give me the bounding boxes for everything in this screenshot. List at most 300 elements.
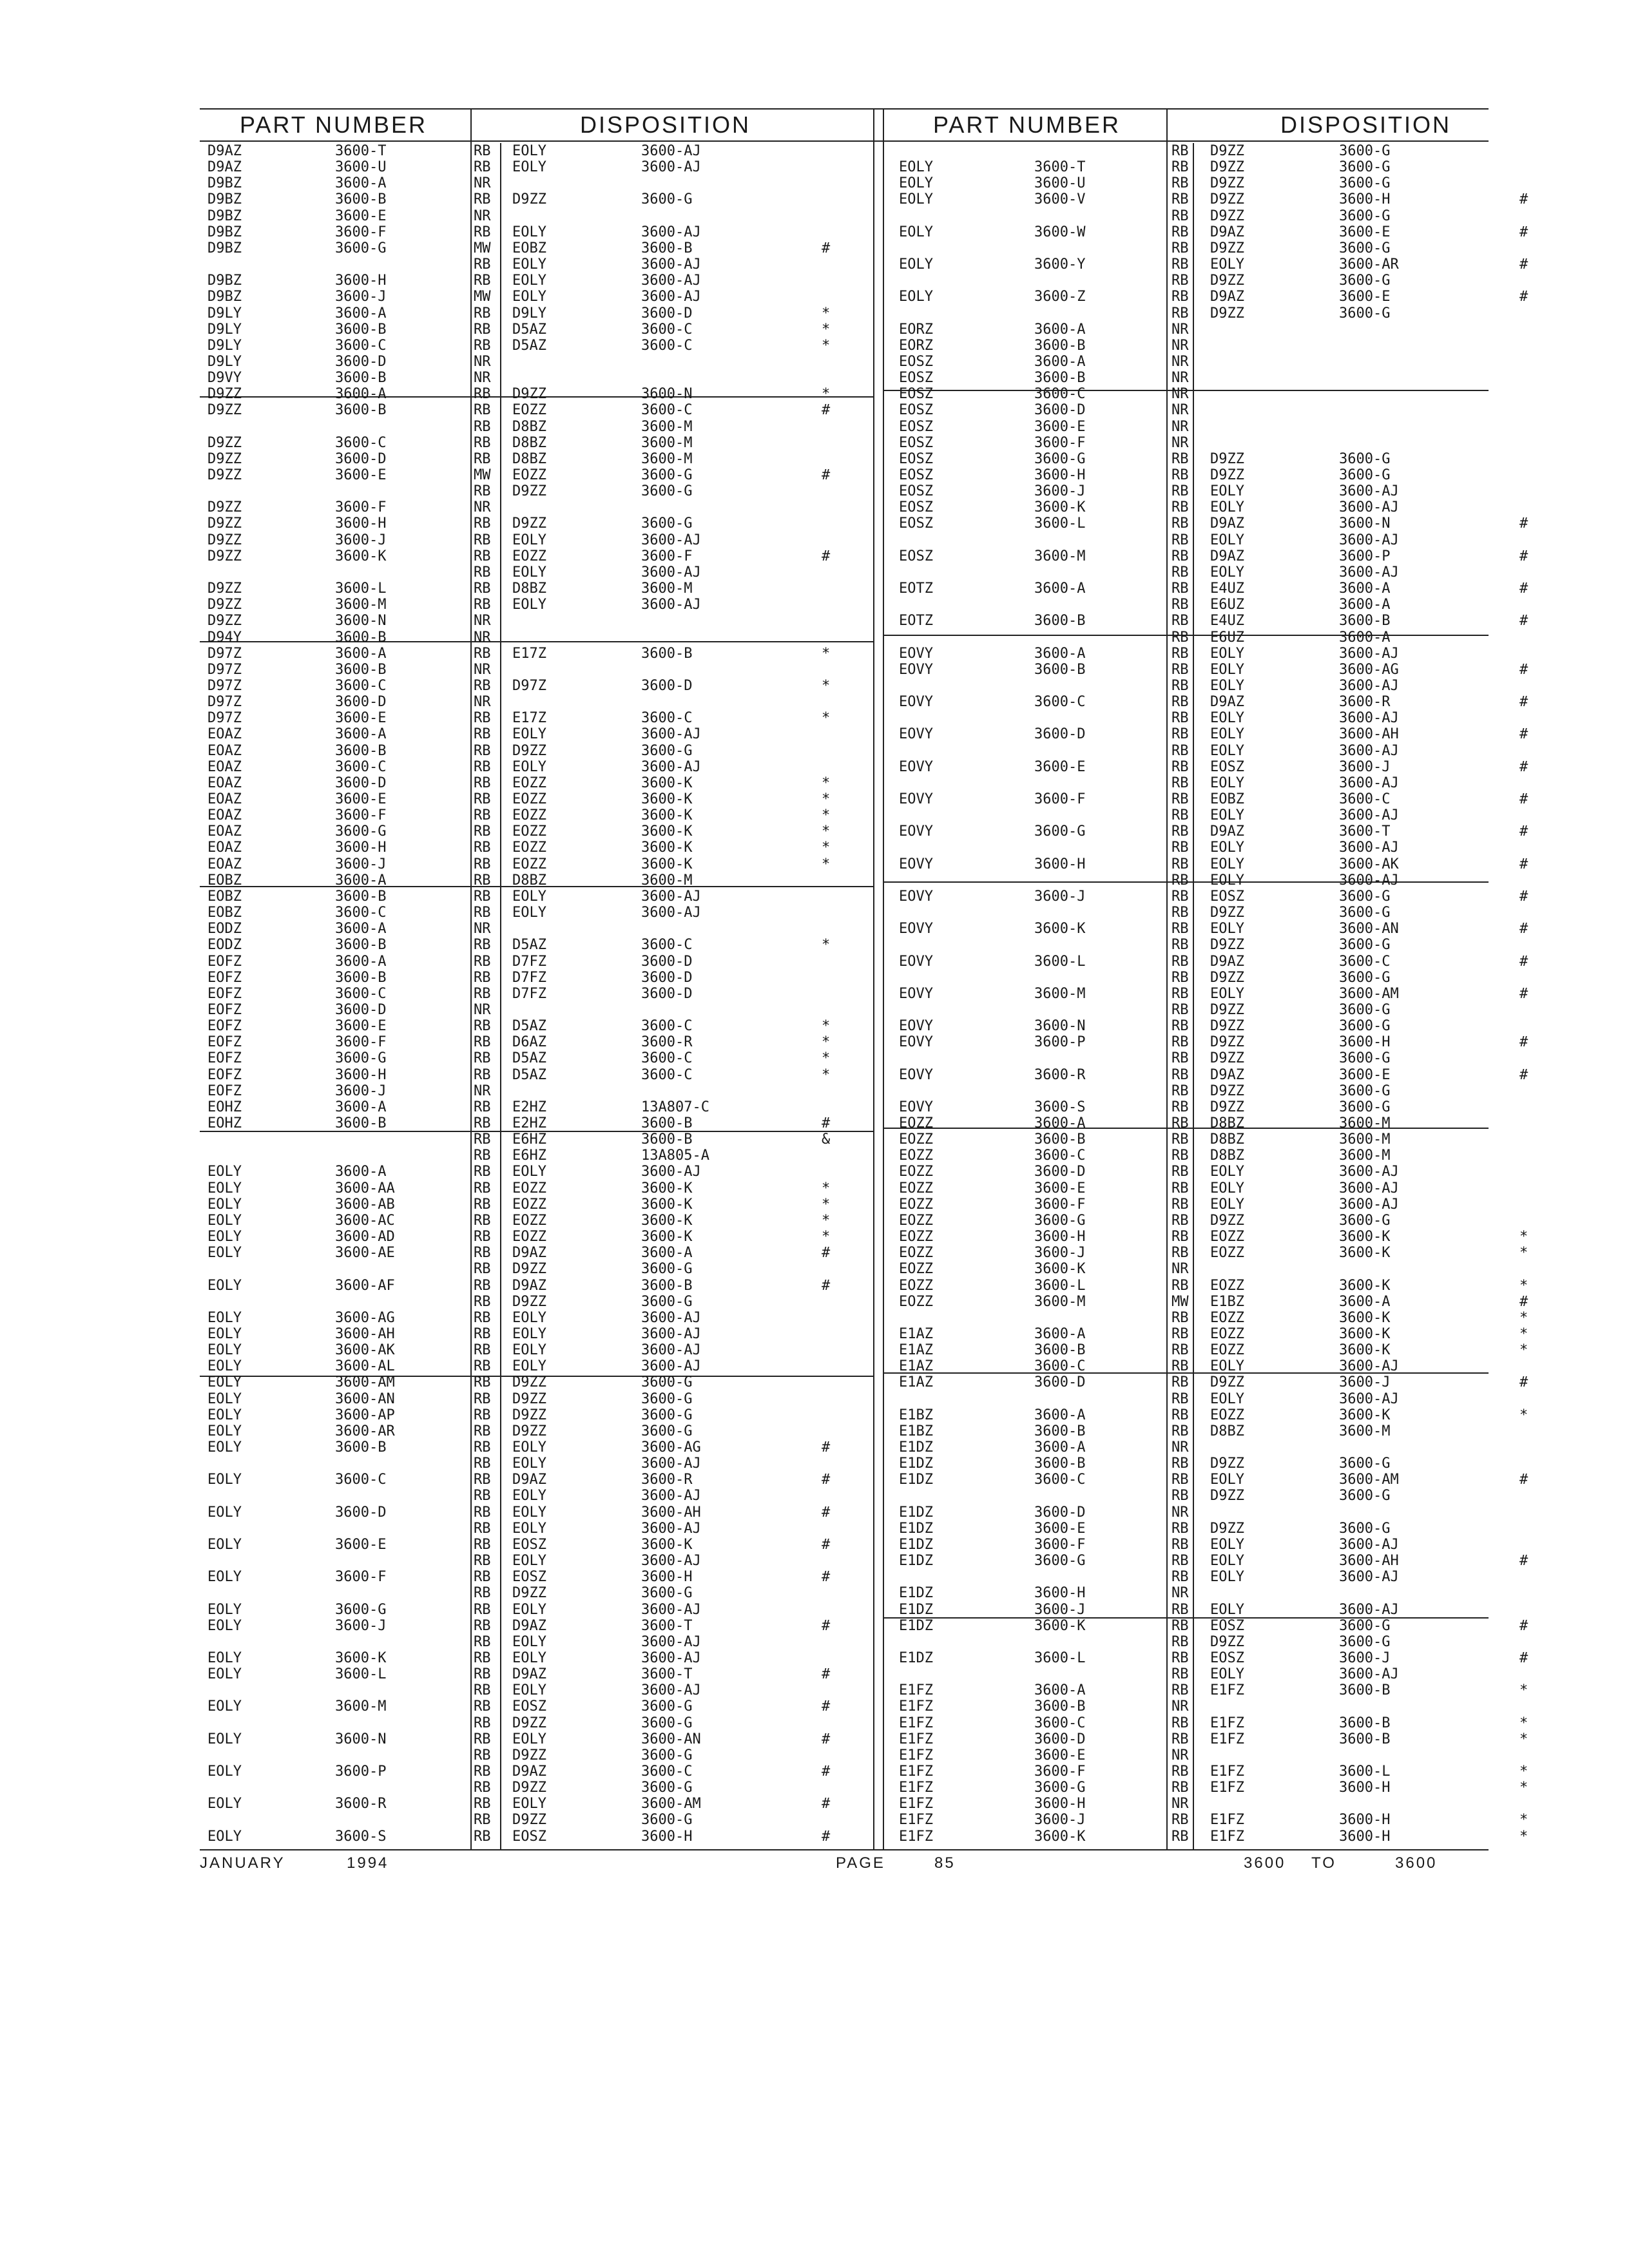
part-prefix: D9BZ: [207, 240, 242, 256]
replacement-prefix: D9ZZ: [1210, 1374, 1244, 1391]
part-prefix: D9AZ: [207, 159, 242, 176]
part-prefix: D9BZ: [207, 207, 242, 224]
part-suffix: 3600-AP: [335, 1407, 395, 1423]
replacement-suffix: 3600-AJ: [1339, 532, 1399, 548]
part-suffix: 3600-A: [335, 726, 387, 743]
part-suffix: 3600-A: [1034, 1439, 1086, 1456]
part-suffix: 3600-M: [1034, 548, 1086, 564]
part-prefix: E1DZ: [899, 1504, 933, 1521]
disposition-code: RB: [1171, 289, 1189, 305]
replacement-suffix: 3600-R: [641, 1034, 693, 1051]
replacement-suffix: 3600-A: [1339, 597, 1391, 613]
table-row: [0, 1342, 1629, 1358]
part-suffix: 3600-A: [335, 386, 387, 403]
replacement-suffix: 3600-G: [1339, 143, 1391, 159]
note-mark: *: [1519, 1342, 1528, 1359]
disposition-code: RB: [1171, 256, 1189, 273]
replacement-suffix: 3600-AJ: [641, 1488, 701, 1504]
disposition-code: NR: [1171, 386, 1189, 403]
part-suffix: 3600-D: [1034, 402, 1086, 419]
part-suffix: 3600-A: [1034, 1682, 1086, 1699]
part-suffix: 3600-K: [1034, 1617, 1086, 1634]
replacement-suffix: 3600-AM: [1339, 1472, 1399, 1488]
replacement-prefix: D97Z: [512, 677, 546, 694]
replacement-prefix: EOZZ: [512, 823, 546, 840]
disposition-code: RB: [1171, 515, 1189, 532]
note-mark: *: [822, 645, 831, 662]
table-row: [0, 1521, 1629, 1537]
replacement-prefix: D9AZ: [1210, 515, 1244, 532]
replacement-prefix: E1FZ: [1210, 1763, 1244, 1780]
part-prefix: D9ZZ: [207, 434, 242, 451]
note-mark: #: [1519, 256, 1528, 273]
replacement-prefix: D9ZZ: [512, 1812, 546, 1829]
replacement-suffix: 3600-AJ: [641, 289, 701, 305]
replacement-suffix: 3600-G: [641, 1390, 693, 1407]
note-mark: *: [822, 1196, 831, 1213]
replacement-suffix: 3600-AJ: [1339, 564, 1399, 581]
part-prefix: EODZ: [207, 921, 242, 937]
table-row: [0, 646, 1629, 662]
table-row: [0, 791, 1629, 807]
part-suffix: 3600-B: [335, 402, 387, 419]
replacement-prefix: EOBZ: [1210, 791, 1244, 807]
note-mark: #: [822, 1828, 831, 1845]
replacement-prefix: D9AZ: [512, 1277, 546, 1294]
part-suffix: 3600-B: [1034, 613, 1086, 629]
part-prefix: EOZZ: [899, 1131, 933, 1148]
disposition-code: RB: [474, 1617, 491, 1634]
replacement-prefix: EOLY: [512, 1325, 546, 1342]
replacement-suffix: 3600-G: [641, 1374, 693, 1391]
note-mark: #: [822, 1115, 831, 1131]
replacement-prefix: D8BZ: [1210, 1423, 1244, 1439]
replacement-suffix: 3600-J: [1339, 1649, 1391, 1666]
replacement-suffix: 3600-AJ: [641, 888, 701, 905]
disposition-code: RB: [474, 840, 491, 856]
replacement-prefix: D9ZZ: [512, 386, 546, 403]
replacement-prefix: D7FZ: [512, 953, 546, 970]
part-prefix: EOSZ: [899, 434, 933, 451]
part-prefix: D97Z: [207, 694, 242, 711]
note-mark: *: [822, 1034, 831, 1051]
disposition-code: RB: [1171, 305, 1189, 322]
replacement-prefix: EOLY: [1210, 1180, 1244, 1196]
part-suffix: 3600-G: [335, 240, 387, 256]
disposition-code: RB: [1171, 856, 1189, 872]
replacement-suffix: 3600-AK: [1339, 856, 1399, 872]
disposition-code: RB: [1171, 1666, 1189, 1683]
part-prefix: EOLY: [207, 1164, 242, 1180]
replacement-suffix: 3600-H: [1339, 1812, 1391, 1829]
replacement-suffix: 3600-AM: [641, 1796, 701, 1812]
part-prefix: EOLY: [207, 1472, 242, 1488]
part-prefix: EOLY: [207, 1796, 242, 1812]
part-prefix: EOZZ: [899, 1212, 933, 1229]
disposition-code: RB: [1171, 532, 1189, 548]
part-suffix: 3600-A: [1034, 321, 1086, 338]
disposition-code: RB: [1171, 1277, 1189, 1294]
part-suffix: 3600-B: [335, 661, 387, 678]
replacement-suffix: 3600-C: [641, 337, 693, 354]
replacement-prefix: EOLY: [1210, 1601, 1244, 1618]
replacement-suffix: 3600-G: [1339, 1488, 1391, 1504]
replacement-suffix: 3600-G: [641, 1780, 693, 1796]
part-prefix: EOLY: [207, 1666, 242, 1683]
table-row: [0, 402, 1629, 418]
part-prefix: EOSZ: [899, 370, 933, 387]
part-prefix: E1BZ: [899, 1407, 933, 1423]
replacement-prefix: EOLY: [1210, 483, 1244, 500]
part-suffix: 3600-B: [1034, 337, 1086, 354]
disposition-code: RB: [1171, 1520, 1189, 1537]
replacement-prefix: D9ZZ: [1210, 1633, 1244, 1650]
replacement-suffix: 3600-E: [1339, 224, 1391, 240]
part-suffix: 3600-E: [335, 710, 387, 727]
part-suffix: 3600-G: [335, 823, 387, 840]
disposition-code: RB: [1171, 791, 1189, 807]
table-row: [0, 532, 1629, 548]
replacement-prefix: EOSZ: [1210, 888, 1244, 905]
part-prefix: EOSZ: [899, 499, 933, 516]
note-mark: *: [1519, 1763, 1528, 1780]
table-row: [0, 1488, 1629, 1504]
part-suffix: 3600-F: [1034, 791, 1086, 807]
part-suffix: 3600-K: [1034, 921, 1086, 937]
replacement-suffix: 3600-M: [1339, 1423, 1391, 1439]
disposition-code: RB: [474, 1358, 491, 1375]
part-suffix: 3600-N: [335, 613, 387, 629]
replacement-prefix: EOLY: [512, 532, 546, 548]
replacement-suffix: 3600-G: [1339, 1520, 1391, 1537]
replacement-prefix: EOLY: [1210, 921, 1244, 937]
disposition-code: RB: [474, 1148, 491, 1164]
replacement-prefix: EOLY: [1210, 774, 1244, 791]
replacement-prefix: EOLY: [512, 1309, 546, 1326]
replacement-suffix: 3600-AJ: [641, 564, 701, 581]
disposition-code: RB: [1171, 1456, 1189, 1472]
replacement-suffix: 3600-K: [1339, 1245, 1391, 1262]
part-suffix: 3600-J: [335, 1617, 387, 1634]
disposition-code: RB: [474, 1407, 491, 1423]
part-suffix: 3600-AB: [335, 1196, 395, 1213]
part-prefix: EOAZ: [207, 742, 242, 759]
part-suffix: 3600-C: [335, 1472, 387, 1488]
part-suffix: 3600-R: [335, 1796, 387, 1812]
replacement-prefix: D9ZZ: [1210, 467, 1244, 483]
note-mark: #: [1519, 1034, 1528, 1051]
part-suffix: 3600-F: [1034, 1196, 1086, 1213]
replacement-suffix: 3600-G: [1339, 888, 1391, 905]
part-prefix: EOVY: [899, 953, 933, 970]
part-prefix: E1DZ: [899, 1601, 933, 1618]
table-row: [0, 273, 1629, 289]
replacement-prefix: EOLY: [1210, 856, 1244, 872]
replacement-suffix: 3600-E: [1339, 289, 1391, 305]
disposition-code: RB: [474, 1229, 491, 1245]
part-suffix: 3600-J: [335, 532, 387, 548]
part-suffix: 3600-B: [335, 888, 387, 905]
part-prefix: EOSZ: [899, 548, 933, 564]
disposition-code: RB: [1171, 953, 1189, 970]
note-mark: *: [822, 1180, 831, 1196]
replacement-suffix: 3600-M: [641, 581, 693, 597]
part-suffix: 3600-D: [1034, 1374, 1086, 1391]
part-prefix: E1DZ: [899, 1456, 933, 1472]
part-prefix: EOSZ: [899, 353, 933, 370]
disposition-code: RB: [1171, 905, 1189, 921]
disposition-code: NR: [1171, 1261, 1189, 1278]
replacement-suffix: 3600-AJ: [1339, 1390, 1399, 1407]
part-prefix: EOLY: [207, 1229, 242, 1245]
replacement-prefix: EOZZ: [1210, 1245, 1244, 1262]
disposition-code: RB: [1171, 1050, 1189, 1067]
replacement-suffix: 3600-AJ: [1339, 840, 1399, 856]
part-prefix: EOAZ: [207, 807, 242, 824]
disposition-code: RB: [1171, 483, 1189, 500]
disposition-code: RB: [474, 1536, 491, 1553]
part-suffix: 3600-AK: [335, 1342, 395, 1359]
part-prefix: E1DZ: [899, 1617, 933, 1634]
part-prefix: EOVY: [899, 888, 933, 905]
part-suffix: 3600-H: [335, 1066, 387, 1083]
note-mark: *: [1519, 1245, 1528, 1262]
part-prefix: E1BZ: [899, 1423, 933, 1439]
replacement-prefix: EOSZ: [1210, 758, 1244, 775]
disposition-code: RB: [1171, 1309, 1189, 1326]
disposition-code: RB: [1171, 499, 1189, 516]
footer-year: 1994: [347, 1854, 389, 1872]
footer-range-to: 3600: [1395, 1854, 1438, 1872]
replacement-suffix: 3600-AJ: [641, 1520, 701, 1537]
disposition-code: RB: [474, 143, 491, 159]
disposition-code: RB: [474, 1780, 491, 1796]
note-mark: #: [1519, 985, 1528, 1002]
table-row: [0, 1666, 1629, 1682]
replacement-suffix: 3600-G: [1339, 273, 1391, 289]
note-mark: #: [1519, 661, 1528, 678]
disposition-code: NR: [474, 661, 491, 678]
table-row: [0, 1196, 1629, 1213]
table-row: [0, 970, 1629, 986]
replacement-suffix: 3600-A: [1339, 629, 1391, 646]
replacement-prefix: EOLY: [1210, 840, 1244, 856]
part-prefix: EOBZ: [207, 888, 242, 905]
part-prefix: EOLY: [207, 1196, 242, 1213]
replacement-prefix: EOLY: [1210, 677, 1244, 694]
disposition-code: RB: [1171, 1099, 1189, 1115]
part-suffix: 3600-S: [1034, 1099, 1086, 1115]
replacement-prefix: EOLY: [512, 1796, 546, 1812]
disposition-code: RB: [1171, 694, 1189, 711]
replacement-prefix: D5AZ: [512, 1066, 546, 1083]
part-prefix: EOLY: [207, 1569, 242, 1586]
part-prefix: D97Z: [207, 645, 242, 662]
part-prefix: EOSZ: [899, 386, 933, 403]
disposition-code: RB: [1171, 1325, 1189, 1342]
part-suffix: 3600-B: [335, 1115, 387, 1131]
table-row: [0, 1358, 1629, 1374]
part-suffix: 3600-E: [335, 467, 387, 483]
part-prefix: EOAZ: [207, 791, 242, 807]
disposition-code: RB: [1171, 807, 1189, 824]
replacement-prefix: D9ZZ: [512, 483, 546, 500]
disposition-code: RB: [474, 726, 491, 743]
replacement-suffix: 3600-K: [641, 856, 693, 872]
disposition-code: RB: [1171, 1423, 1189, 1439]
table-row: [0, 1650, 1629, 1666]
part-prefix: E1DZ: [899, 1553, 933, 1570]
replacement-prefix: D5AZ: [512, 937, 546, 954]
part-suffix: 3600-G: [1034, 1780, 1086, 1796]
disposition-code: RB: [1171, 840, 1189, 856]
replacement-suffix: 3600-G: [1339, 467, 1391, 483]
note-mark: *: [1519, 1229, 1528, 1245]
disposition-code: RB: [1171, 1342, 1189, 1359]
table-row: [0, 1537, 1629, 1553]
disposition-code: RB: [1171, 1649, 1189, 1666]
replacement-suffix: 3600-H: [1339, 1780, 1391, 1796]
disposition-code: RB: [474, 1585, 491, 1602]
part-suffix: 3600-H: [1034, 467, 1086, 483]
part-suffix: 3600-D: [335, 1504, 387, 1521]
disposition-code: RB: [1171, 1245, 1189, 1262]
replacement-suffix: 3600-N: [641, 386, 693, 403]
disposition-code: NR: [1171, 1504, 1189, 1521]
disposition-code: RB: [1171, 1212, 1189, 1229]
replacement-prefix: D8BZ: [512, 872, 546, 889]
part-prefix: D9VY: [207, 370, 242, 387]
table-row: [0, 889, 1629, 905]
note-mark: #: [822, 1617, 831, 1634]
part-prefix: D9ZZ: [207, 386, 242, 403]
replacement-suffix: 3600-H: [641, 1828, 693, 1845]
disposition-code: NR: [474, 921, 491, 937]
disposition-code: RB: [474, 1553, 491, 1570]
disposition-code: RB: [1171, 888, 1189, 905]
disposition-code: NR: [1171, 418, 1189, 435]
note-mark: #: [1519, 1649, 1528, 1666]
part-suffix: 3600-F: [335, 499, 387, 516]
replacement-prefix: D9ZZ: [1210, 305, 1244, 322]
replacement-prefix: E6HZ: [512, 1148, 546, 1164]
part-suffix: 3600-E: [1034, 1180, 1086, 1196]
replacement-prefix: D9ZZ: [512, 1374, 546, 1391]
replacement-suffix: 3600-AJ: [1339, 774, 1399, 791]
disposition-code: RB: [474, 1796, 491, 1812]
replacement-suffix: 3600-AJ: [1339, 710, 1399, 727]
part-prefix: D9LY: [207, 321, 242, 338]
replacement-suffix: 3600-T: [641, 1666, 693, 1683]
replacement-suffix: 3600-K: [641, 1229, 693, 1245]
part-prefix: EOVY: [899, 791, 933, 807]
replacement-suffix: 3600-AJ: [1339, 499, 1399, 516]
replacement-suffix: 3600-M: [1339, 1148, 1391, 1164]
replacement-prefix: EOSZ: [512, 1569, 546, 1586]
table-row: [0, 175, 1629, 191]
disposition-code: RB: [474, 1342, 491, 1359]
replacement-prefix: E17Z: [512, 645, 546, 662]
part-prefix: EOZZ: [899, 1180, 933, 1196]
part-suffix: 3600-M: [335, 597, 387, 613]
replacement-suffix: 3600-L: [1339, 1763, 1391, 1780]
footer-range-from: 3600: [1244, 1854, 1286, 1872]
disposition-code: RB: [1171, 726, 1189, 743]
disposition-code: RB: [474, 597, 491, 613]
replacement-prefix: EOLY: [1210, 742, 1244, 759]
replacement-suffix: 3600-AJ: [1339, 1358, 1399, 1375]
table-row: [0, 1585, 1629, 1601]
replacement-prefix: EOLY: [512, 1358, 546, 1375]
disposition-code: RB: [474, 191, 491, 208]
part-suffix: 3600-V: [1034, 191, 1086, 208]
replacement-suffix: 3600-AJ: [641, 273, 701, 289]
disposition-code: NR: [474, 613, 491, 629]
part-suffix: 3600-C: [335, 434, 387, 451]
part-prefix: EOSZ: [899, 402, 933, 419]
note-mark: *: [822, 337, 831, 354]
disposition-code: NR: [474, 499, 491, 516]
disposition-code: RB: [1171, 872, 1189, 889]
replacement-prefix: D9AZ: [512, 1245, 546, 1262]
part-suffix: 3600-B: [335, 370, 387, 387]
part-prefix: EOZZ: [899, 1229, 933, 1245]
replacement-prefix: EOLY: [1210, 807, 1244, 824]
note-mark: #: [1519, 694, 1528, 711]
disposition-code: MW: [474, 289, 491, 305]
part-suffix: 3600-D: [335, 694, 387, 711]
note-mark: *: [822, 1212, 831, 1229]
part-suffix: 3600-A: [335, 921, 387, 937]
replacement-suffix: 3600-AJ: [1339, 872, 1399, 889]
table-row: [0, 1326, 1629, 1342]
part-suffix: 3600-AE: [335, 1245, 395, 1262]
part-suffix: 3600-D: [1034, 1731, 1086, 1747]
part-prefix: EOAZ: [207, 774, 242, 791]
part-prefix: EOLY: [207, 1617, 242, 1634]
table-row: [0, 338, 1629, 354]
note-mark: *: [822, 1050, 831, 1067]
disposition-code: RB: [474, 1018, 491, 1035]
replacement-suffix: 3600-AJ: [641, 1358, 701, 1375]
replacement-prefix: D5AZ: [512, 1018, 546, 1035]
replacement-suffix: 3600-AH: [1339, 1553, 1399, 1570]
replacement-prefix: EOZZ: [512, 791, 546, 807]
table-row: [0, 1829, 1629, 1845]
part-suffix: 3600-AF: [335, 1277, 395, 1294]
note-mark: #: [1519, 581, 1528, 597]
disposition-code: RB: [1171, 1229, 1189, 1245]
disposition-code: RB: [1171, 1763, 1189, 1780]
replacement-suffix: 3600-AJ: [641, 1164, 701, 1180]
note-mark: *: [822, 823, 831, 840]
part-prefix: EOLY: [899, 289, 933, 305]
part-suffix: 3600-G: [1034, 1553, 1086, 1570]
table-row: [0, 1682, 1629, 1698]
table-row: [0, 1747, 1629, 1763]
part-prefix: D9ZZ: [207, 402, 242, 419]
replacement-prefix: EOLY: [1210, 1553, 1244, 1570]
replacement-prefix: D5AZ: [512, 1050, 546, 1067]
note-mark: *: [1519, 1407, 1528, 1423]
part-prefix: E1FZ: [899, 1796, 933, 1812]
disposition-code: RB: [1171, 1682, 1189, 1699]
part-suffix: 3600-F: [1034, 1536, 1086, 1553]
disposition-code: RB: [474, 532, 491, 548]
part-prefix: EOLY: [207, 1698, 242, 1715]
replacement-suffix: 3600-B: [1339, 1731, 1391, 1747]
table-row: [0, 1164, 1629, 1180]
